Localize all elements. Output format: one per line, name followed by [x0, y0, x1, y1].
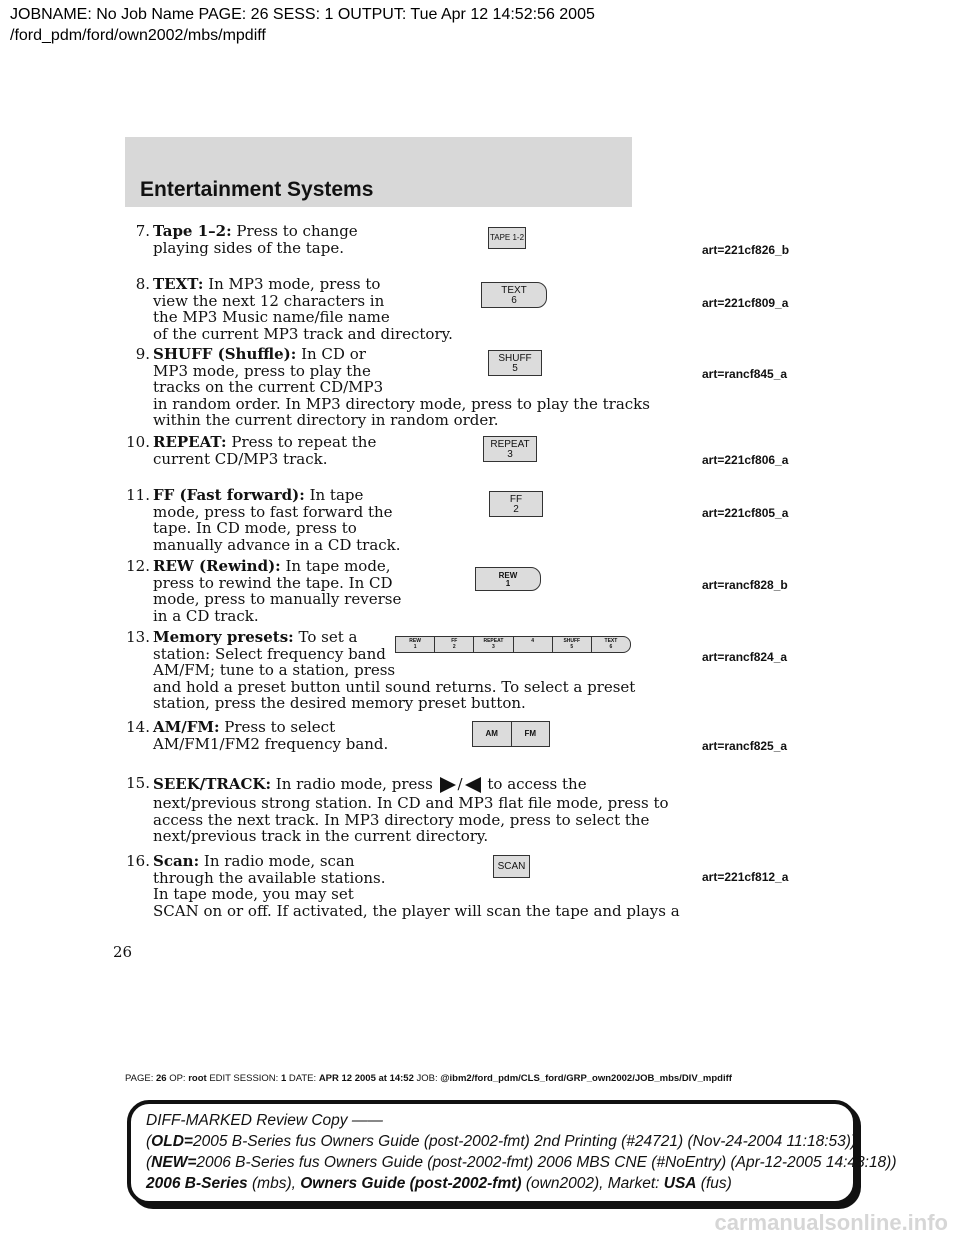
seek-back-icon — [463, 775, 483, 795]
memory-presets-bar-art — [395, 636, 631, 653]
item-number: 7. — [135, 222, 150, 240]
item-label: Tape 1–2: — [153, 222, 232, 240]
diff-summary-line: 2006 B-Series (mbs), Owners Guide (post-2002-fmt) (own2002), Market: USA (fus) — [146, 1175, 732, 1192]
section-title: Entertainment Systems — [140, 178, 374, 201]
scan-button-art: SCAN — [493, 855, 530, 878]
job-header-line-1: JOBNAME: No Job Name PAGE: 26 SESS: 1 OUTPUT: Tue Apr 12 14:52:56 2005 — [10, 6, 595, 23]
rew-1-button-art: REW 1 — [475, 567, 541, 591]
am-fm-button-art: AM FM — [472, 721, 550, 747]
preset-button: REPEAT 3 — [474, 637, 513, 652]
diff-title: DIFF-MARKED Review Copy —— — [146, 1112, 383, 1129]
preset-button: 4 — [514, 637, 553, 652]
art-reference: art=221cf826_b — [702, 243, 790, 257]
preset-button: SHUFF 5 — [553, 637, 592, 652]
footer-metadata: PAGE: 26 OP: root EDIT SESSION: 1 DATE: APR 12 2005 at 14:52 JOB: @ibm2/ford_pdm/CLS_ford/GRP_own2002/JOB_mbs/DIV_mpdiff — [125, 1073, 732, 1084]
shuff-5-button-art: SHUFF 5 — [488, 350, 542, 376]
preset-button: FF 2 — [435, 637, 474, 652]
diff-old-line: (OLD=2005 B-Series fus Owners Guide (post-2002-fmt) 2nd Printing (#24721) (Nov-24-2004 11:18:53)) — [146, 1133, 857, 1150]
page-number: 26 — [113, 943, 133, 961]
preset-button: REW 1 — [396, 637, 435, 652]
ff-2-button-art: FF 2 — [489, 491, 543, 517]
diff-new-line: (NEW=2006 B-Series fus Owners Guide (post-2002-fmt) 2006 MBS CNE (#NoEntry) (Apr-12-2005 14:48:18)) — [146, 1154, 897, 1171]
seek-forward-icon — [438, 775, 458, 795]
watermark: carmanualsonline.info — [714, 1210, 948, 1235]
text-6-button-art: TEXT 6 — [481, 282, 547, 308]
job-header-line-2: /ford_pdm/ford/own2002/mbs/mpdiff — [10, 27, 266, 44]
tape-1-2-button-art: TAPE 1-2 — [488, 227, 526, 249]
preset-button: TEXT 6 — [604, 638, 618, 650]
repeat-3-button-art: REPEAT 3 — [483, 436, 537, 462]
